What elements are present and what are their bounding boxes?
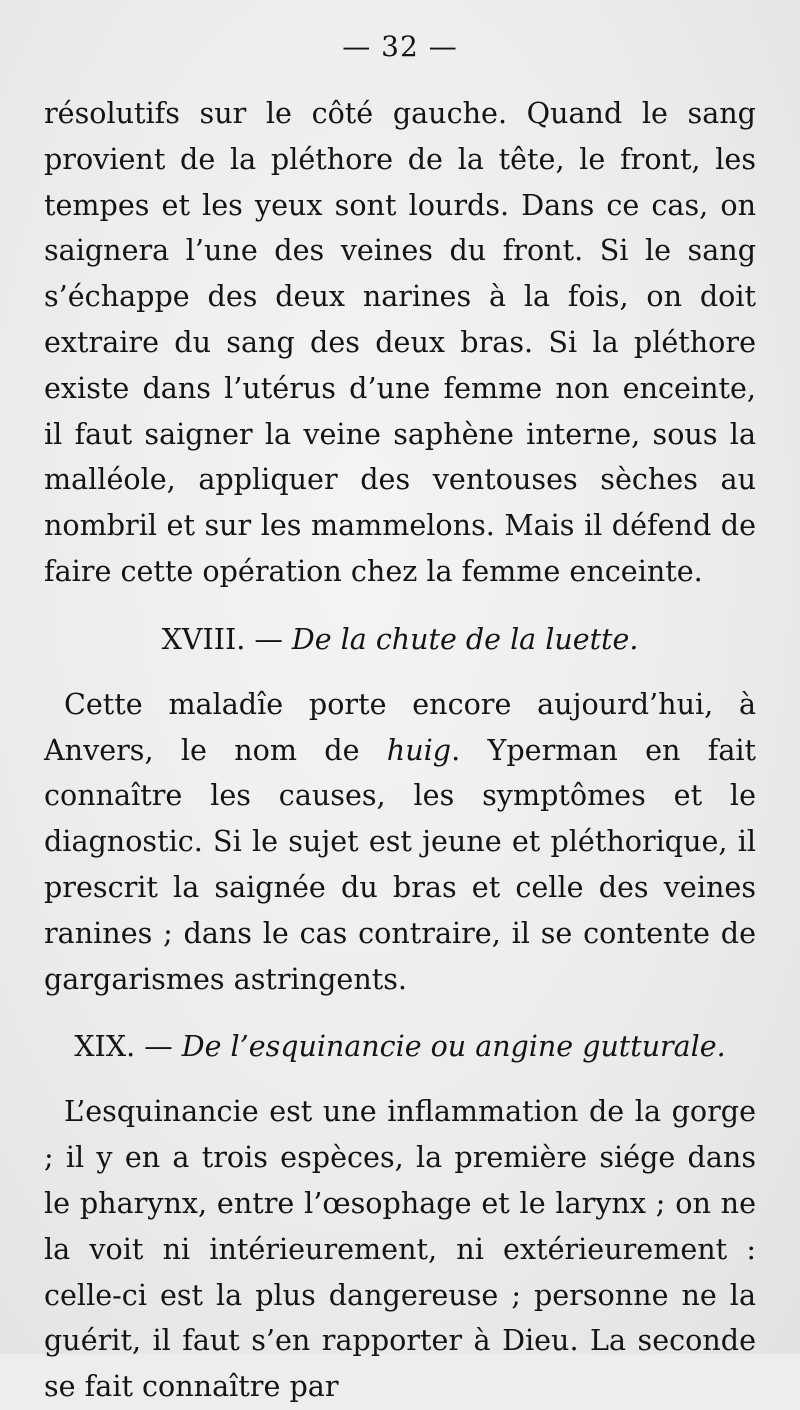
paragraph-resolutifs: résolutifs sur le côté gauche. Quand le sang provient de la pléthore de la tête, le front, les tempes et les yeux sont lourds. Dans ce cas, on saignera l’une des veines du front. Si le sang s’échappe des deux narines à la fois, on doit extraire du sang des deux bras. Si la pléthore existe dans l’utérus d’une femme non enceinte, il faut saigner la veine saphène interne, sous la malléole, appliquer des ventouses sèches au nombril et sur les mammelons. Mais il défend de faire cette opération chez la femme enceinte. — [44, 96, 756, 588]
section-heading-xviii — [44, 617, 756, 662]
section-title-xix: De l’esquinancie ou angine gutturale. — [181, 1030, 726, 1064]
paragraph-esquinancie: L’esquinancie est une inflammation de la gorge ; il y en a trois espèces, la première siége dans le pharynx, entre l’œsophage et le larynx ; on ne la voit ni intérieurement, ni extérieurement : celle-ci est la plus dangereuse ; personne ne la guérit, il faut s’en rapporter à Dieu. La seconde se fait connaître par — [44, 1094, 756, 1404]
page-number: — 32 — — [342, 30, 458, 63]
section-heading-xix — [44, 1024, 756, 1069]
paragraph-luette — [44, 682, 756, 1003]
section-title-xviii: De la chute de la luette. — [291, 622, 639, 656]
section-number-xviii: XVIII. — — [161, 622, 292, 656]
section-number-xix: XIX. — — [74, 1030, 182, 1064]
term-huig: huig — [386, 732, 452, 767]
paragraph-luette-start: Cette maladîe porte encore aujourd’hui, à Anvers, le nom de — [44, 686, 756, 767]
paragraph-luette-end: . Yperman en fait connaître les causes, les symptômes et le diagnostic. Si le sujet est jeune et pléthorique, il prescrit la saignée du bras et celle des veines ranines ; dans le cas contraire, il se contente de gargarismes astringents. — [44, 732, 757, 996]
